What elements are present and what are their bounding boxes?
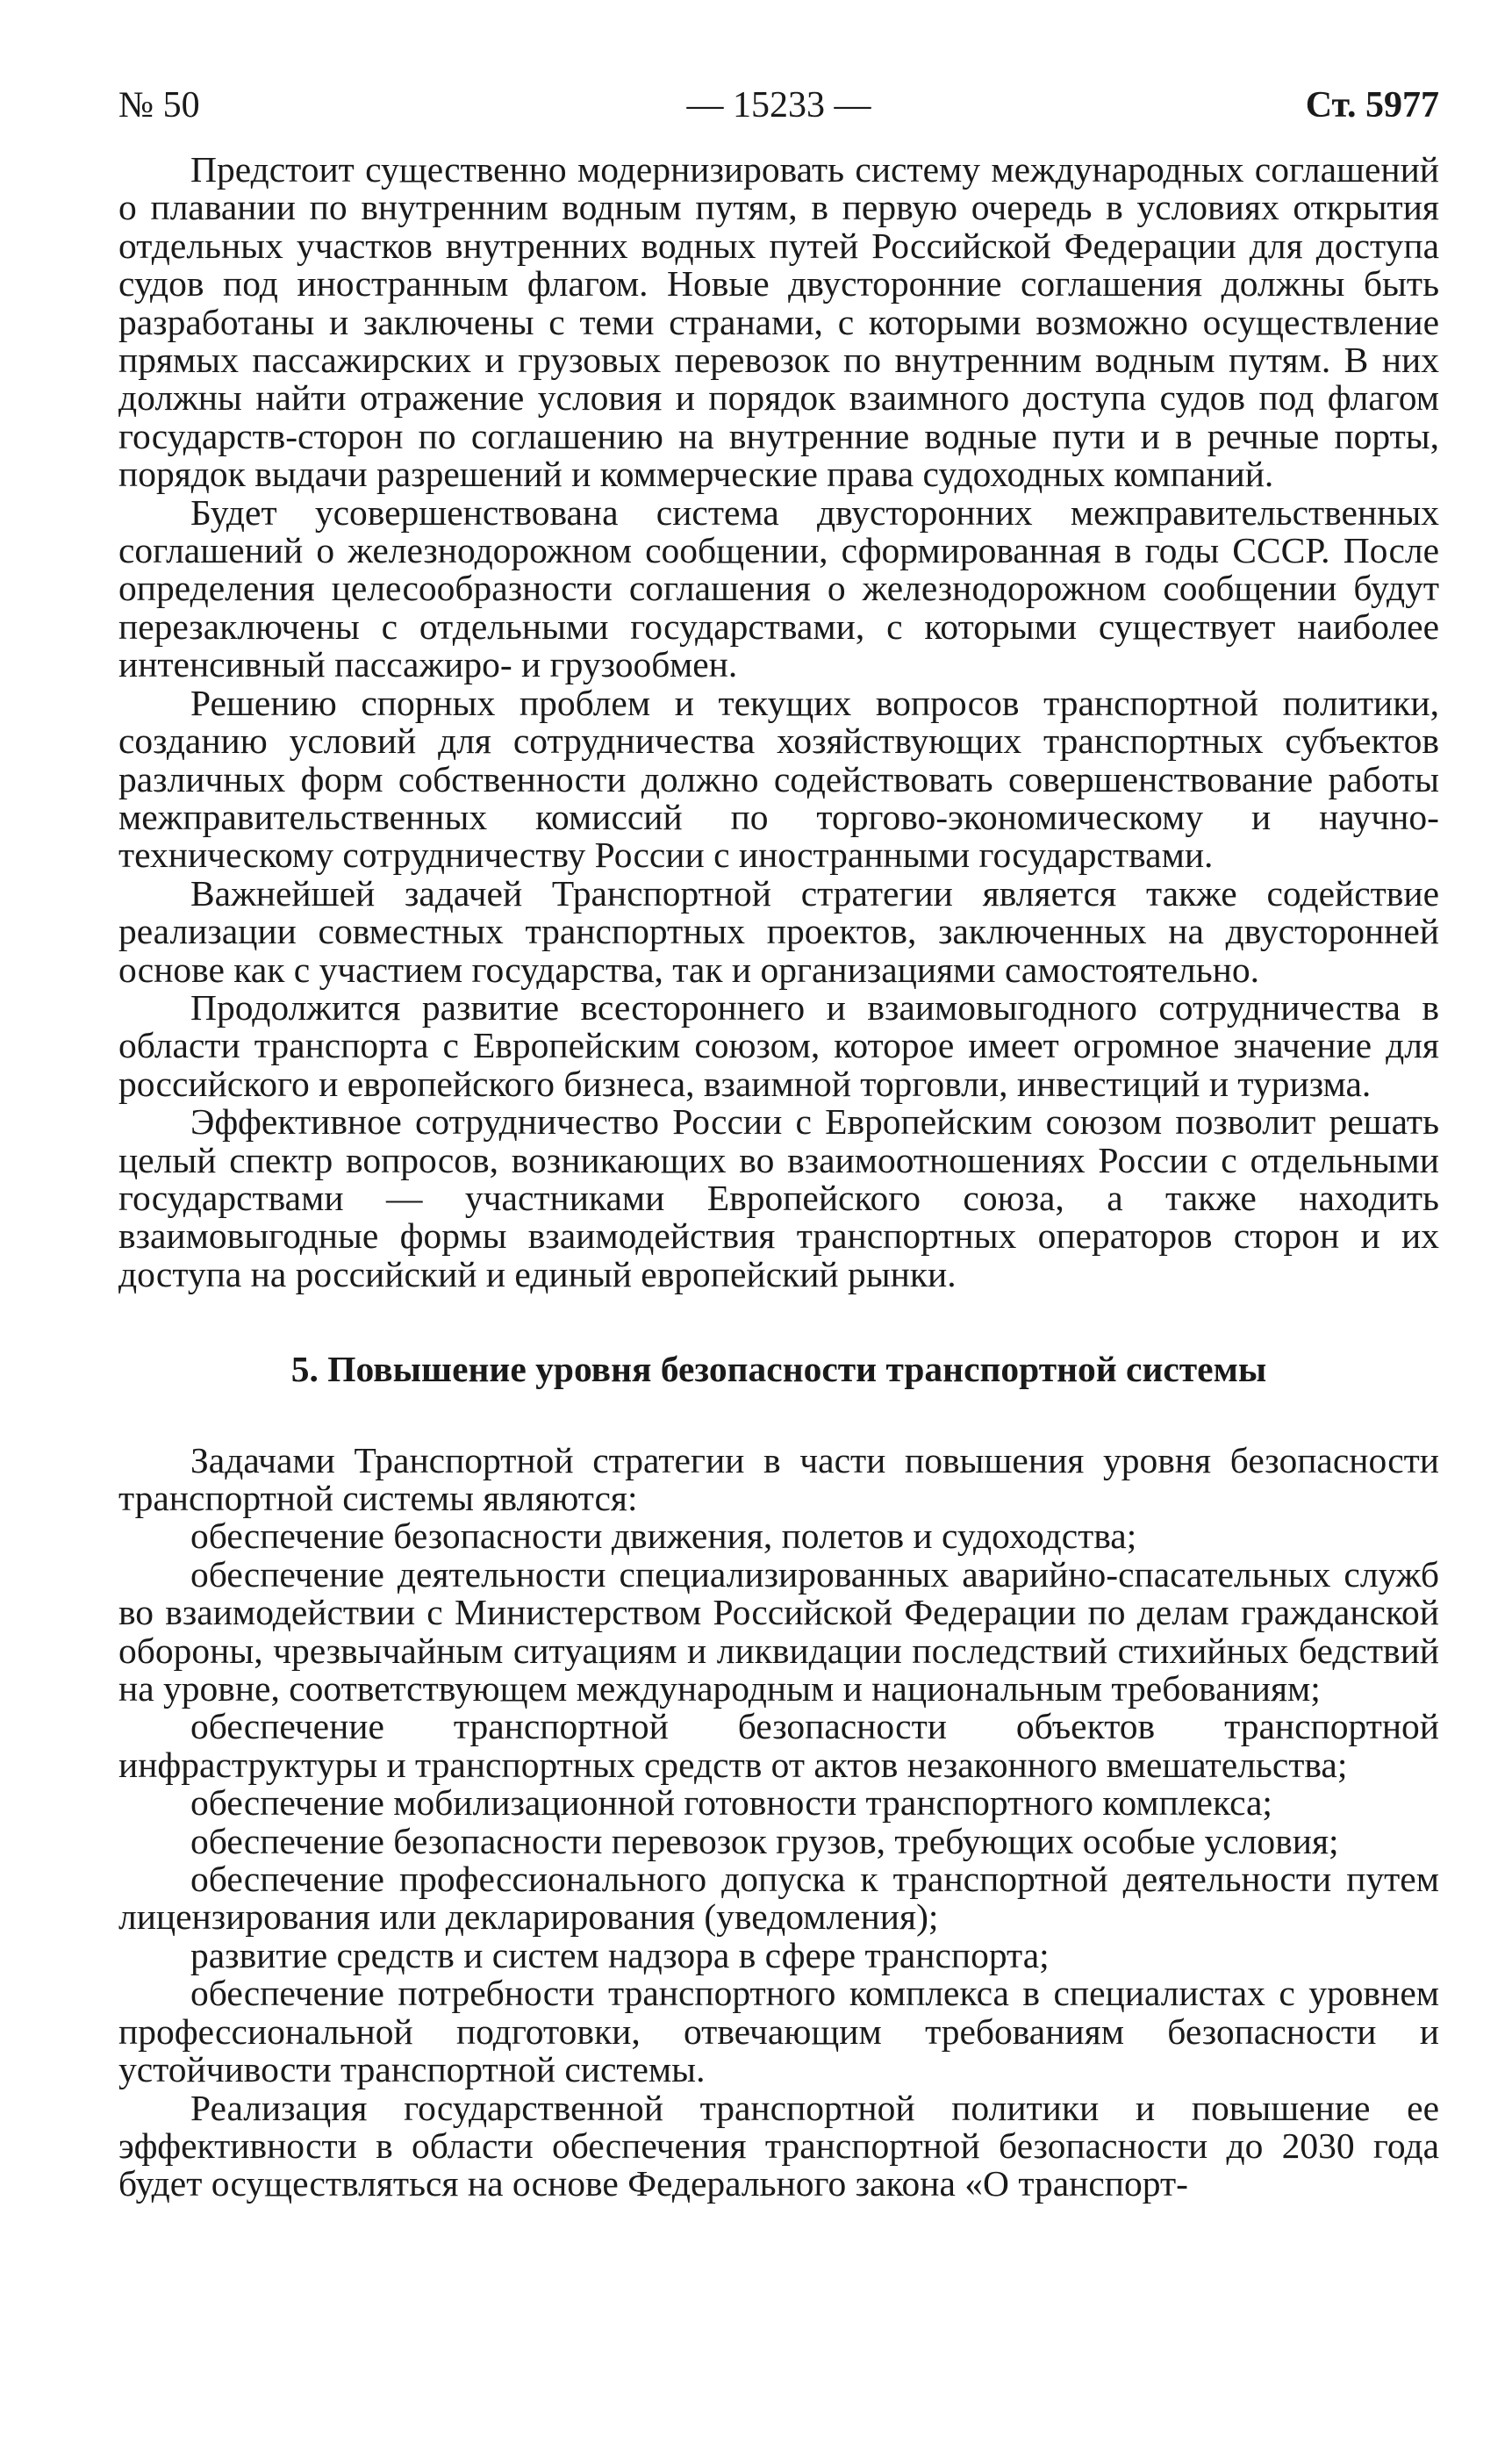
issue-number: № 50 (118, 85, 200, 125)
list-item: обеспечение безопасности перевозок грузов, требующих особые условия; (190, 1820, 1339, 1861)
page-number: — 15233 — (686, 85, 871, 125)
list-item: обеспечение мобилизационной готовности транспортного комплекса; (190, 1782, 1272, 1824)
paragraph: Решению спорных проблем и текущих вопросов транспортной политики, созданию условий для сотрудничества хозяйствующих транспортных субъектов различных форм собственности должно содействовать совершенствование работы межправительственных комиссий по торгово-экономическому и научно-техническому сотрудничеству России с иностранными государствами. (118, 682, 1439, 876)
paragraph: Предстоит существенно модернизировать систему международных соглашений о плавании по внутренним водным путям, в первую очередь в условиях открытия отдельных участков внутренних водных путей Российской Федерации для доступа судов под иностранным флагом. Новые двусторонние соглашения должны быть разработаны и заключены с теми странами, с которыми возможно осуществление прямых пассажирских и грузовых перевозок по внутренним водным путям. В них должны найти отражение условия и порядок взаимного доступа судов под флагом государств-сторон по соглашению на внутренние водные пути и в речные порты, порядок выдачи разрешений и коммерческие права судоходных компаний. (118, 149, 1439, 495)
paragraph: Будет усовершенствована система двусторонних межправительственных соглашений о железнодорожном сообщении, сформированная в годы СССР. После определения целесообразности соглашения о железнодорожном сообщении будут перезаключены с отдельными государствами, с которыми существует наиболее интенсивный пассажиро- и грузообмен. (118, 491, 1439, 685)
article-number: Ст. 5977 (1305, 85, 1439, 125)
paragraph: Реализация государственной транспортной политики и повышение ее эффективности в области обеспечения транспортной безопасности до 2030 года будет осуществляться на основе Федерального закона «О транспорт- (118, 2087, 1439, 2204)
document-body (118, 151, 1439, 2204)
list-item: обеспечение профессионального допуска к транспортной деятельности путем лицензирования или декларирования (уведомления); (118, 1859, 1439, 1938)
list-item: развитие средств и систем надзора в сфере транспорта; (190, 1934, 1050, 1975)
section-heading: 5. Повышение уровня безопасности транспортной системы (290, 1349, 1267, 1390)
paragraph: Эффективное сотрудничество России с Европейским союзом позволит решать целый спектр вопросов, возникающих во взаимоотношениях России с отдельными государствами — участниками Европейского союза, а также находить взаимовыгодные формы взаимодействия транспортных операторов сторон и их доступа на российский и единый европейский рынки. (118, 1101, 1439, 1294)
paragraph: Задачами Транспортной стратегии в части повышения уровня безопасности транспортной системы являются: (118, 1439, 1439, 1518)
list-item: обеспечение безопасности движения, полетов и судоходства; (190, 1516, 1137, 1557)
list-item: обеспечение деятельности специализированных аварийно-спасательных служб во взаимодействии с Министерством Российской Федерации по делам гражданской обороны, чрезвычайным ситуациям и ликвидации последствий стихийных бедствий на уровне, соответствующем международным и национальным требованиям; (118, 1553, 1439, 1709)
paragraph: Продолжится развитие всестороннего и взаимовыгодного сотрудничества в области транспорта с Европейским союзом, которое имеет огромное значение для российского и европейского бизнеса, взаимной торговли, инвестиций и туризма. (118, 986, 1439, 1104)
list-item: обеспечение потребности транспортного комплекса в специалистах с уровнем профессиональной подготовки, отвечающим требованиям безопасности и устойчивости транспортной системы. (118, 1973, 1439, 2090)
list-item: обеспечение транспортной безопасности объектов транспортной инфраструктуры и транспортных средств от актов незаконного вмешательства; (118, 1706, 1439, 1785)
page-header (118, 79, 1439, 132)
paragraph: Важнейшей задачей Транспортной стратегии является также содействие реализации совместных транспортных проектов, заключенных на двусторонней основе как с участием государства, так и организациями самостоятельно. (118, 872, 1439, 990)
